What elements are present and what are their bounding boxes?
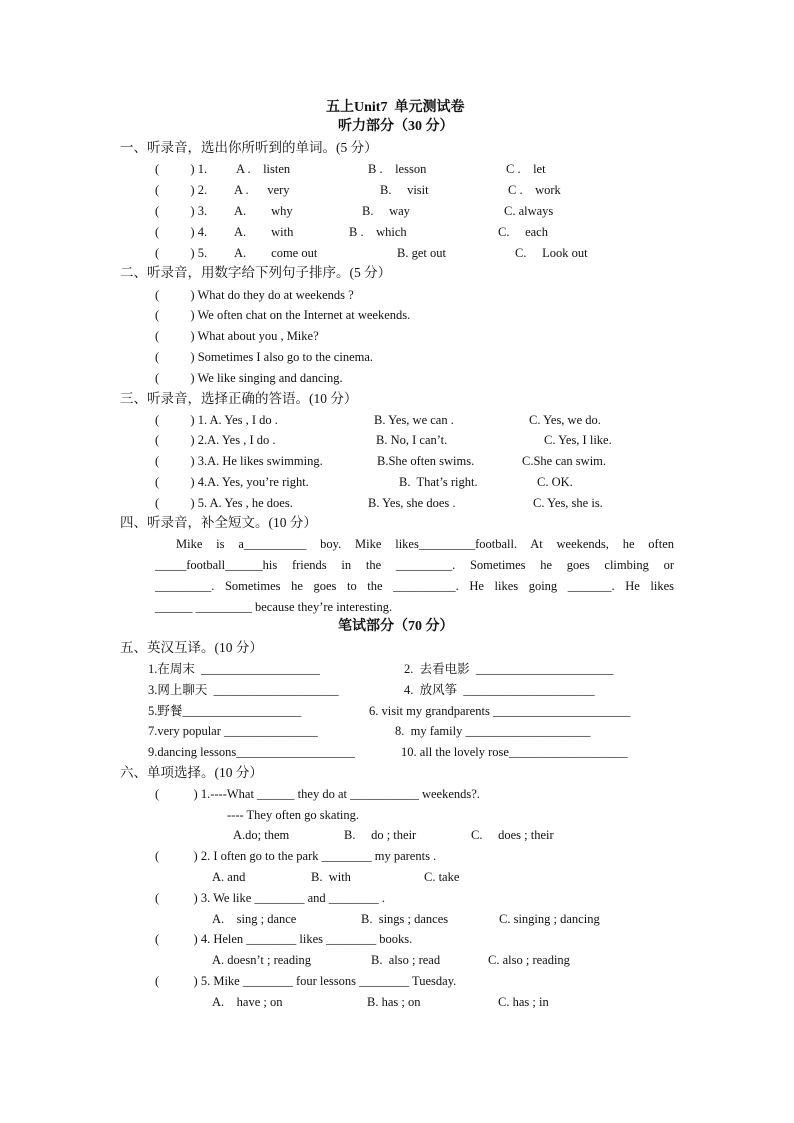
s3-q5-b: B. Yes, she does . bbox=[368, 496, 456, 510]
s3-q1-b: B. Yes, we can . bbox=[374, 413, 454, 427]
s1-q3-c: C. always bbox=[504, 204, 554, 218]
s1-q2-a: A . very bbox=[234, 183, 290, 197]
s1-q5-a: A. come out bbox=[234, 246, 318, 260]
section-2-heading: 二、听录音，用数字给下列句子排序。(5 分） bbox=[120, 265, 392, 280]
s2-item-1: ( ) What do they do at weekends ? bbox=[155, 288, 354, 302]
s1-q3-a: A. why bbox=[234, 204, 293, 218]
s6-q4-c: C. also ; reading bbox=[488, 953, 570, 967]
s6-q4-b: B. also ; read bbox=[371, 953, 441, 967]
section-5-heading: 五、英汉互译。(10 分） bbox=[120, 640, 263, 655]
s1-q5-num: ( ) 5. bbox=[155, 246, 208, 260]
s6-q1-c: C. does ; their bbox=[471, 828, 554, 842]
s6-q1-b: B. do ; their bbox=[344, 828, 417, 842]
s5-row4-right: 8. my family ____________________ bbox=[395, 724, 591, 738]
s3-q4-c: C. OK. bbox=[537, 475, 573, 489]
s1-q4-c: C. each bbox=[498, 225, 548, 239]
s6-q2: ( ) 2. I often go to the park ________ my parents . bbox=[155, 849, 437, 863]
s2-item-5: ( ) We like singing and dancing. bbox=[155, 371, 343, 385]
s5-row2-right: 4. 放风筝 _____________________ bbox=[404, 683, 595, 697]
s5-row5-left: 9.dancing lessons___________________ bbox=[148, 745, 355, 759]
s5-row1-left: 1.在周末 ___________________ bbox=[148, 662, 320, 676]
s6-q1-a: A.do; them bbox=[233, 828, 290, 842]
s3-q2: ( ) 2.A. Yes , I do . bbox=[155, 433, 276, 447]
s3-q1: ( ) 1. A. Yes , I do . bbox=[155, 413, 278, 427]
s5-row3-left: 5.野餐___________________ bbox=[148, 704, 302, 718]
s5-row4-left: 7.very popular _______________ bbox=[148, 724, 318, 738]
s3-q2-c: C. Yes, I like. bbox=[544, 433, 612, 447]
s1-q2-num: ( ) 2. bbox=[155, 183, 208, 197]
s3-q2-b: B. No, I can’t. bbox=[376, 433, 448, 447]
s6-q5: ( ) 5. Mike ________ four lessons ________ Tuesday. bbox=[155, 974, 457, 988]
s3-q1-c: C. Yes, we do. bbox=[529, 413, 601, 427]
s3-q5: ( ) 5. A. Yes , he does. bbox=[155, 496, 293, 510]
section-1-heading: 一、听录音，选出你所听到的单词。(5 分） bbox=[120, 140, 378, 155]
s1-q2-c: C . work bbox=[508, 183, 561, 197]
s1-q1-a: A . listen bbox=[236, 162, 291, 176]
s3-q3-b: B.She often swims. bbox=[377, 454, 475, 468]
writing-heading: 笔试部分（70 分） bbox=[338, 619, 454, 634]
s2-item-3: ( ) What about you , Mike? bbox=[155, 329, 319, 343]
s2-item-2: ( ) We often chat on the Internet at weekends. bbox=[155, 308, 411, 322]
s2-item-4: ( ) Sometimes I also go to the cinema. bbox=[155, 350, 374, 364]
s6-q1-line2: ---- They often go skating. bbox=[227, 808, 360, 822]
s6-q4-a: A. doesn’t ; reading bbox=[212, 953, 312, 967]
s6-q1: ( ) 1.----What ______ they do at ___________ weekends?. bbox=[155, 787, 480, 801]
s5-row5-right: 10. all the lovely rose___________________ bbox=[401, 745, 628, 759]
s1-q1-b: B . lesson bbox=[368, 162, 427, 176]
s1-q4-a: A. with bbox=[234, 225, 294, 239]
s4-line-4: ______ _________ because they’re interesting. bbox=[155, 600, 393, 614]
section-6-heading: 六、单项选择。(10 分） bbox=[120, 765, 263, 780]
listening-heading: 听力部分（30 分） bbox=[338, 119, 454, 134]
s1-q1-c: C . let bbox=[506, 162, 546, 176]
section-4-heading: 四、听录音，补全短文。(10 分） bbox=[120, 515, 317, 530]
s6-q3-b: B. sings ; dances bbox=[361, 912, 449, 926]
s6-q5-b: B. has ; on bbox=[367, 995, 421, 1009]
s1-q1-num: ( ) 1. bbox=[155, 162, 208, 176]
s1-q5-b: B. get out bbox=[397, 246, 446, 260]
s1-q3-num: ( ) 3. bbox=[155, 204, 208, 218]
s3-q5-c: C. Yes, she is. bbox=[533, 496, 603, 510]
s4-line-3: _________. Sometimes he goes to the __________. He likes going _______. He likes bbox=[155, 579, 674, 593]
s1-q5-c: C. Look out bbox=[515, 246, 588, 260]
s3-q3: ( ) 3.A. He likes swimming. bbox=[155, 454, 323, 468]
s1-q2-b: B. visit bbox=[380, 183, 429, 197]
s6-q3-a: A. sing ; dance bbox=[212, 912, 297, 926]
s4-line-2: _____football______his friends in the _________. Sometimes he goes climbing or bbox=[155, 558, 674, 572]
s6-q5-a: A. have ; on bbox=[212, 995, 283, 1009]
s6-q4: ( ) 4. Helen ________ likes ________ books. bbox=[155, 932, 413, 946]
s1-q4-num: ( ) 4. bbox=[155, 225, 208, 239]
s3-q4-b: B. That’s right. bbox=[399, 475, 478, 489]
s5-row3-right: 6. visit my grandparents ______________________ bbox=[369, 704, 631, 718]
s6-q2-a: A. and bbox=[212, 870, 246, 884]
s6-q5-c: C. has ; in bbox=[498, 995, 549, 1009]
section-3-heading: 三、听录音，选择正确的答语。(10 分） bbox=[120, 391, 358, 406]
s3-q3-c: C.She can swim. bbox=[522, 454, 607, 468]
s1-q3-b: B. way bbox=[362, 204, 410, 218]
page-title: 五上Unit7 单元测试卷 bbox=[326, 100, 465, 115]
s1-q4-b: B . which bbox=[349, 225, 407, 239]
s6-q2-c: C. take bbox=[424, 870, 460, 884]
s5-row2-left: 3.网上聊天 ____________________ bbox=[148, 683, 339, 697]
s6-q3-c: C. singing ; dancing bbox=[499, 912, 600, 926]
s4-line-1: Mike is a__________ boy. Mike likes_________football. At weekends, he often bbox=[176, 537, 674, 551]
s6-q2-b: B. with bbox=[311, 870, 351, 884]
s3-q4: ( ) 4.A. Yes, you’re right. bbox=[155, 475, 309, 489]
s6-q3: ( ) 3. We like ________ and ________ . bbox=[155, 891, 385, 905]
s5-row1-right: 2. 去看电影 ______________________ bbox=[404, 662, 614, 676]
